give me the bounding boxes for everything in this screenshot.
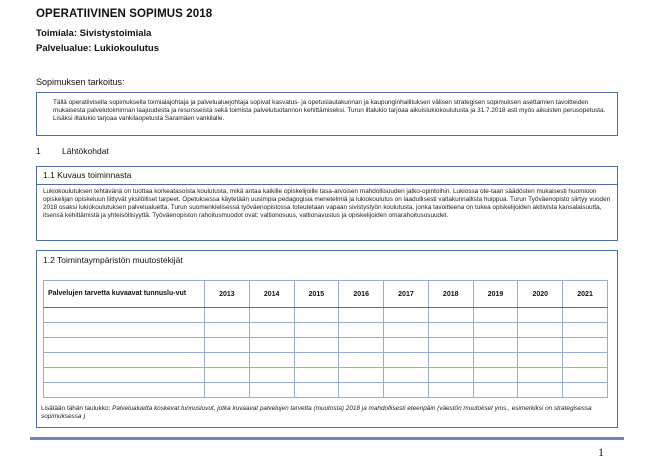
- table-cell: [563, 308, 608, 323]
- table-cell: [518, 368, 563, 383]
- toimiala-heading: Toimiala: Sivistystoimiala: [36, 28, 152, 39]
- table-cell: [44, 353, 205, 368]
- table-header-year: 2015: [294, 281, 339, 308]
- table-cell: [563, 383, 608, 398]
- table-header-year: 2020: [518, 281, 563, 308]
- purpose-box: [36, 92, 618, 136]
- table-cell: [518, 353, 563, 368]
- table-cell: [563, 323, 608, 338]
- table-cell: [518, 323, 563, 338]
- table-cell: [473, 338, 518, 353]
- table-cell: [563, 353, 608, 368]
- table-cell: [384, 368, 429, 383]
- table-note-italic: Palvelualuetta koskevat tunnusluvut, jotka kuvaavat palvelujen tarvetta (muutosta) 2018 ja mahdollisesti eteenpäin (väestön muutokset yms., esimerkiksi on strategisessa sopimuksessa ): [41, 405, 592, 420]
- table-cell: [249, 308, 294, 323]
- table-cell: [249, 338, 294, 353]
- document-title: OPERATIIVINEN SOPIMUS 2018: [36, 8, 213, 20]
- section-1-1-text: Lukiokoulutuksen tehtävänä on tuottaa korkeatasoista koulutusta, mikä antaa kaikille opiskelijoille tasa-arvoisen mahdollisuuden jatko-opintoihin. Lukiossa ote-taan säädösten mukaisesti huomioon opiskelijan opiskeluun liittyvät yksilölliset tarpeet. Opetuksessa käytetään uusimpia pedagogisia menetelmiä ja lukiokoulutus on laadullisesti valtakunnallista huippua. Turun Työväenopisto siirtyy vuoden 2018 osaksi lukiokoulutuksen palvelualuetta. Turun suomenkielisessä työväenopistossa toteutetaan vapaan sivistystyön koulutusta, jonka tavoitteena on tukea opiskelijoiden aktiivista kansalaisuutta, itsensä kehittämistä ja yhteisöllisyyttä. Työväenopiston rahoitusmuodot ovat; valtionosuus, valtionavustus ja opiskelijoiden omarahoitusosuudet.: [43, 188, 611, 220]
- table-cell: [428, 368, 473, 383]
- table-cell: [249, 383, 294, 398]
- table-row: [44, 368, 608, 383]
- footer-rule: [30, 437, 624, 440]
- section-1-1-title: 1.1 Kuvaus toiminnasta: [37, 167, 617, 185]
- section-1-2-box: [36, 250, 618, 428]
- section-1-heading: [36, 146, 109, 156]
- table-cell: [44, 368, 205, 383]
- table-cell: [339, 323, 384, 338]
- table-cell: [249, 323, 294, 338]
- table-cell: [384, 383, 429, 398]
- table-cell: [428, 353, 473, 368]
- table-header-year: 2021: [563, 281, 608, 308]
- table-cell: [44, 308, 205, 323]
- table-cell: [428, 323, 473, 338]
- table-cell: [384, 338, 429, 353]
- palvelualue-heading: Palvelualue: Lukiokoulutus: [36, 43, 159, 54]
- purpose-text: Tällä operatiivisella sopimuksella toimialajohtaja ja palvelualuejohtaja sopivat kasvatus- ja opetuslautakunnan ja kaupunginhallituksen välisen strategisen sopimuksen asettamien tavoitteiden mukaisesta palvelutoiminnan laajuudesta ja resursseista sekä toimista palvelutuotannon kehittämiseksi. Turun iltalukio tarjoaa aikuislukiokoulutusta ja 31.7.2018 asti myös aikuisten perusopetusta. Lisäksi iltalukio tarjoaa vankilaopetusta Saramäen vankilalle.: [53, 99, 606, 123]
- table-header-year: 2019: [473, 281, 518, 308]
- page-number: 1: [598, 445, 604, 459]
- table-header-year: 2014: [249, 281, 294, 308]
- table-cell: [473, 383, 518, 398]
- table-cell: [473, 368, 518, 383]
- table-cell: [205, 308, 250, 323]
- table-cell: [205, 338, 250, 353]
- section-1-1-box: [36, 166, 618, 241]
- table-cell: [563, 338, 608, 353]
- table-cell: [339, 308, 384, 323]
- table-header-year: 2017: [384, 281, 429, 308]
- table-cell: [294, 353, 339, 368]
- section-1-number: 1: [36, 146, 41, 156]
- table-cell: [294, 368, 339, 383]
- table-cell: [518, 308, 563, 323]
- table-cell: [205, 353, 250, 368]
- table-cell: [384, 323, 429, 338]
- table-cell: [339, 353, 384, 368]
- table-cell: [428, 383, 473, 398]
- table-cell: [473, 353, 518, 368]
- table-cell: [205, 323, 250, 338]
- purpose-label: Sopimuksen tarkoitus:: [36, 77, 125, 87]
- table-cell: [339, 368, 384, 383]
- table-cell: [44, 323, 205, 338]
- table-cell: [384, 308, 429, 323]
- table-cell: [428, 308, 473, 323]
- table-cell: [518, 338, 563, 353]
- table-header-row: [44, 281, 608, 308]
- table-cell: [294, 383, 339, 398]
- table-header-year: 2016: [339, 281, 384, 308]
- table-row: [44, 323, 608, 338]
- table-cell: [473, 323, 518, 338]
- table-cell: [473, 308, 518, 323]
- table-cell: [294, 308, 339, 323]
- table-row: [44, 308, 608, 323]
- table-cell: [339, 383, 384, 398]
- table-row: [44, 353, 608, 368]
- table-body: [44, 308, 608, 398]
- table-cell: [339, 338, 384, 353]
- section-1-title: Lähtökohdat: [62, 146, 109, 156]
- table-header-year: 2018: [428, 281, 473, 308]
- table-header-indicator: Palvelujen tarvetta kuvaavat tunnuslu-vut: [44, 281, 205, 308]
- table-cell: [384, 353, 429, 368]
- table-cell: [205, 368, 250, 383]
- section-1-2-title: 1.2 Toimintaympäristön muutostekijät: [43, 255, 183, 265]
- table-note: [41, 405, 613, 421]
- table-row: [44, 338, 608, 353]
- table-cell: [44, 338, 205, 353]
- table-note-plain: Lisätään tähän taulukko:: [41, 405, 113, 412]
- indicators-table: [43, 280, 608, 398]
- table-cell: [563, 368, 608, 383]
- table-cell: [44, 383, 205, 398]
- table-cell: [294, 338, 339, 353]
- table-cell: [249, 368, 294, 383]
- table-cell: [294, 323, 339, 338]
- table-header-year: 2013: [205, 281, 250, 308]
- table-row: [44, 383, 608, 398]
- table-cell: [518, 383, 563, 398]
- table-cell: [249, 353, 294, 368]
- table-cell: [205, 383, 250, 398]
- table-cell: [428, 338, 473, 353]
